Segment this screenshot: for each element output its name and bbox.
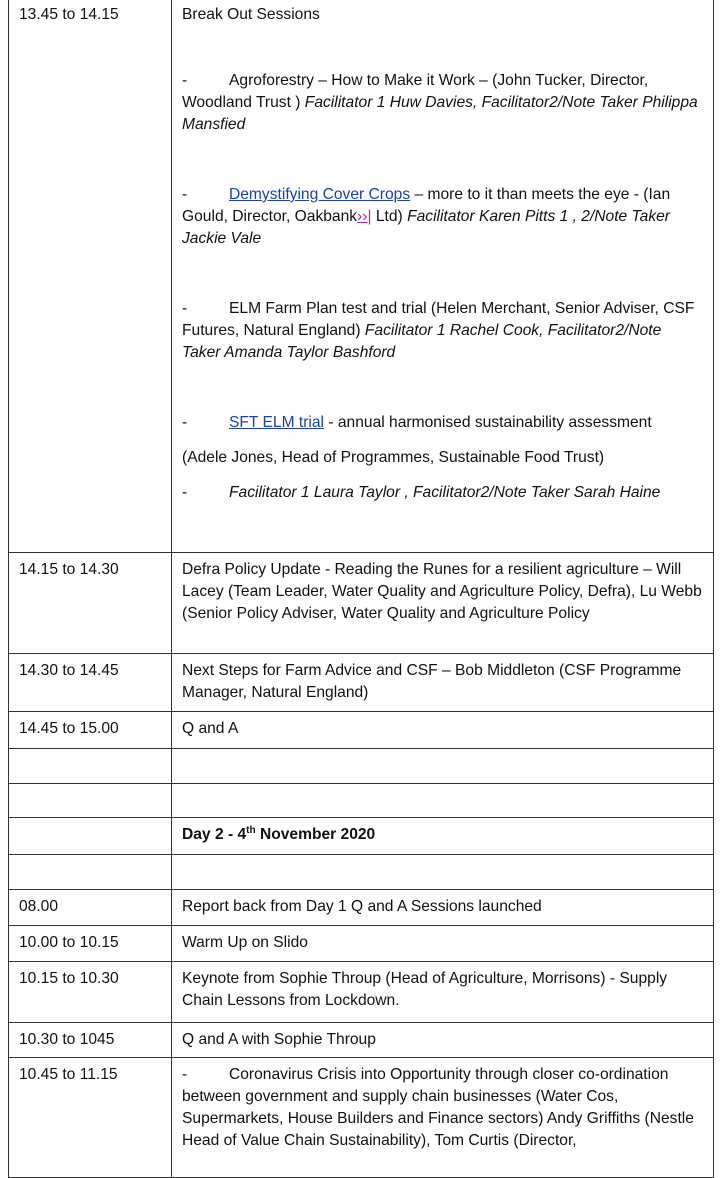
session-text: Coronavirus Crisis into Opportunity through closer co-ordination between government and supply chain businesses (Water Cos, Supermarkets, House Builders and Finance sectors) Andy Griffiths (Nestle Head of Value Chain Sustainability), Tom Curtis (Director, bbox=[182, 1066, 694, 1149]
session-text: Agroforestry – How to Make it Work – (John Tucker, Director, Woodland Trust ) bbox=[182, 72, 649, 111]
content-cell bbox=[172, 1058, 714, 1178]
agenda-row bbox=[9, 890, 714, 926]
session-text: Next Steps for Farm Advice and CSF – Bob Middleton (CSF Programme Manager, Natural England) bbox=[182, 662, 682, 701]
time-cell bbox=[9, 749, 172, 784]
session-text: Defra Policy Update - Reading the Runes for a resilient agriculture – Will Lacey (Team Leader, Water Quality and Agriculture Policy, Defra), Lu Webb (Senior Policy Adviser, Water Quality and Agriculture Policy bbox=[182, 561, 702, 622]
time-cell bbox=[9, 1058, 172, 1178]
agenda-row bbox=[9, 1058, 714, 1178]
day-heading-text: November 2020 bbox=[255, 826, 376, 843]
time-text: 14.15 to 14.30 bbox=[19, 561, 119, 578]
bullet-dash: - bbox=[182, 72, 188, 89]
session-text: Report back from Day 1 Q and A Sessions launched bbox=[182, 898, 542, 915]
time-cell bbox=[9, 926, 172, 962]
session-facilitators bbox=[182, 482, 703, 504]
link-mark: ››| bbox=[357, 208, 372, 225]
session-text: Q and A bbox=[182, 720, 239, 737]
agenda-row bbox=[9, 553, 714, 654]
session-text: Warm Up on Slido bbox=[182, 934, 308, 951]
time-cell bbox=[9, 712, 172, 749]
content-cell bbox=[172, 962, 714, 1023]
session-title: Break Out Sessions bbox=[182, 6, 320, 23]
agenda-row-day-heading bbox=[9, 818, 714, 855]
content-cell bbox=[172, 654, 714, 712]
session-text: – more to it than meets the eye - (Ian Gould, Director, Oakbank bbox=[182, 186, 671, 225]
agenda-row-empty bbox=[9, 855, 714, 890]
facilitator-text: Facilitator Karen Pitts 1 , 2/Note Taker Jackie Vale bbox=[182, 208, 670, 247]
session-text: ELM Farm Plan test and trial (Helen Merchant, Senior Adviser, CSF Futures, Natural England) bbox=[182, 300, 695, 339]
day-heading bbox=[172, 818, 714, 855]
time-cell bbox=[9, 553, 172, 654]
content-cell bbox=[172, 712, 714, 749]
facilitator-text: Facilitator 1 Laura Taylor , Facilitator2/Note Taker Sarah Haine bbox=[229, 484, 661, 501]
content-cell bbox=[172, 749, 714, 784]
agenda-row bbox=[9, 1023, 714, 1058]
agenda-row bbox=[9, 962, 714, 1023]
session-item-elm-farm-plan bbox=[182, 298, 703, 364]
day-heading-sup: th bbox=[246, 824, 256, 836]
agenda-row bbox=[9, 712, 714, 749]
session-text: Ltd) bbox=[371, 208, 408, 225]
time-cell bbox=[9, 890, 172, 926]
bullet-dash: - bbox=[182, 414, 188, 431]
agenda-row bbox=[9, 926, 714, 962]
session-item-coronavirus bbox=[182, 1064, 703, 1152]
time-text: 10.30 to 1045 bbox=[19, 1031, 115, 1048]
session-item-cover-crops bbox=[182, 184, 703, 250]
content-cell bbox=[172, 926, 714, 962]
time-cell bbox=[9, 654, 172, 712]
cover-crops-link[interactable]: Demystifying Cover Crops bbox=[229, 186, 411, 203]
content-cell bbox=[172, 855, 714, 890]
session-item-agroforestry bbox=[182, 70, 703, 136]
time-text: 10.45 to 11.15 bbox=[19, 1066, 118, 1083]
facilitator-text: Facilitator 1 Huw Davies, Facilitator2/Note Taker Philippa Mansfied bbox=[182, 94, 698, 133]
facilitator-text: Facilitator 1 Rachel Cook, Facilitator2/Note Taker Amanda Taylor Bashford bbox=[182, 322, 662, 361]
time-text: 14.30 to 14.45 bbox=[19, 662, 119, 679]
bullet-dash: - bbox=[182, 186, 188, 203]
agenda-row bbox=[9, 654, 714, 712]
content-cell bbox=[172, 1023, 714, 1058]
session-item-sft-elm bbox=[182, 412, 703, 434]
time-text: 10.15 to 10.30 bbox=[19, 970, 119, 987]
agenda-row-empty bbox=[9, 749, 714, 784]
session-presenter: (Adele Jones, Head of Programmes, Sustainable Food Trust) bbox=[182, 449, 605, 466]
time-text: 13.45 to 14.15 bbox=[19, 6, 119, 23]
sft-elm-trial-link[interactable]: SFT ELM trial bbox=[229, 414, 325, 431]
time-cell bbox=[9, 784, 172, 818]
time-text: 14.45 to 15.00 bbox=[19, 720, 119, 737]
content-cell bbox=[172, 0, 714, 553]
agenda-row bbox=[9, 0, 714, 553]
bullet-dash: - bbox=[182, 300, 188, 317]
time-cell bbox=[9, 0, 172, 553]
content-cell bbox=[172, 890, 714, 926]
time-cell bbox=[9, 855, 172, 890]
session-text: - annual harmonised sustainability assessment bbox=[324, 414, 652, 431]
time-text: 10.00 to 10.15 bbox=[19, 934, 119, 951]
session-text: Keynote from Sophie Throup (Head of Agriculture, Morrisons) - Supply Chain Lessons from Lockdown. bbox=[182, 970, 668, 1009]
bullet-dash: - bbox=[182, 1066, 188, 1083]
bullet-dash: - bbox=[182, 484, 188, 501]
time-text: 08.00 bbox=[19, 898, 59, 915]
agenda-table bbox=[8, 0, 714, 1178]
time-cell bbox=[9, 962, 172, 1023]
content-cell bbox=[172, 553, 714, 654]
time-cell bbox=[9, 1023, 172, 1058]
time-cell bbox=[9, 818, 172, 855]
day-heading-text: Day 2 - 4 bbox=[182, 826, 247, 843]
content-cell bbox=[172, 784, 714, 818]
agenda-row-empty bbox=[9, 784, 714, 818]
session-text: Q and A with Sophie Throup bbox=[182, 1031, 376, 1048]
